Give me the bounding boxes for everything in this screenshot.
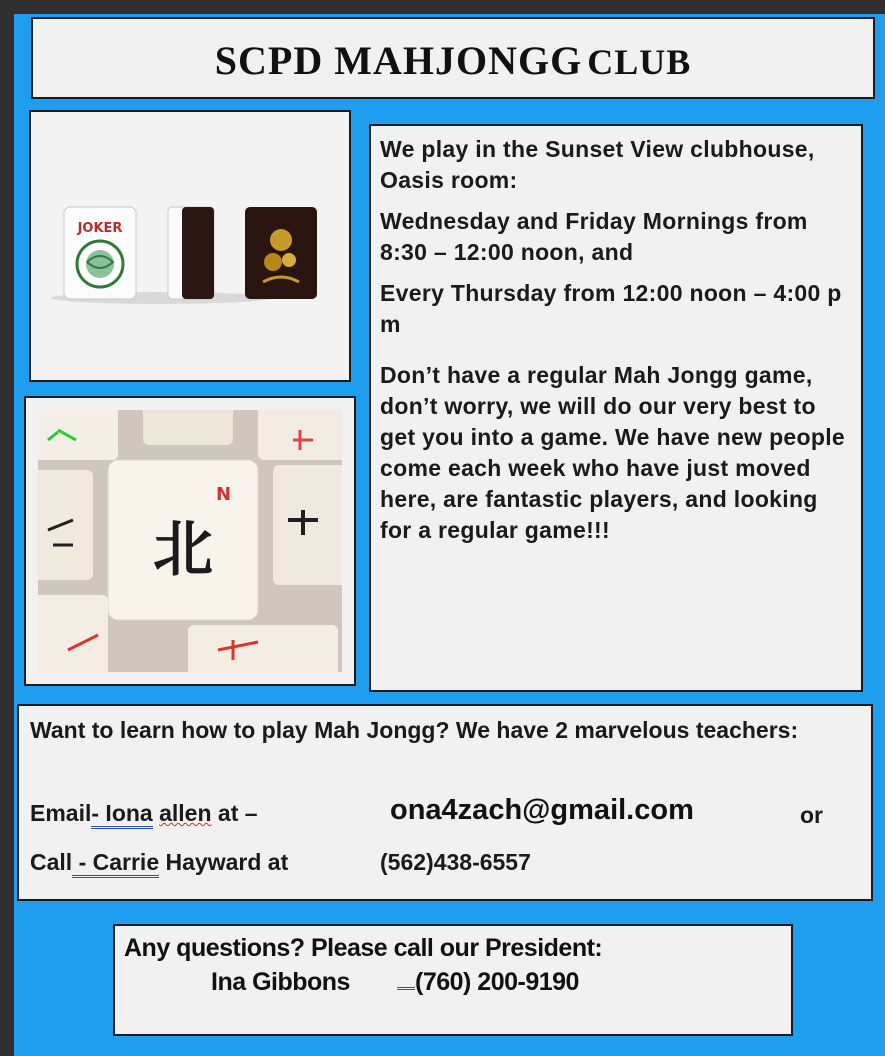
- email-label: Email- Iona allen at –: [30, 800, 258, 827]
- joker-tile-label: JOKER: [77, 221, 123, 236]
- tiles-illustration: [31, 112, 349, 380]
- title-banner: [31, 17, 875, 99]
- call-teacher-name: - Carrie: [72, 849, 159, 878]
- schedule-thursday: Every Thursday from 12:00 noon – 4:00 p m: [380, 280, 842, 337]
- schedule-info-box: [369, 124, 863, 692]
- club-title: [33, 37, 873, 84]
- schedule-wed-fri: Wednesday and Friday Mornings from 8:30 – 12:00 noon, and: [380, 208, 808, 265]
- email-teacher-name: - Iona: [91, 800, 152, 829]
- welcome-paragraph: Don’t have a regular Mah Jongg game, don’t worry, we will do our very best to get you into a game. We have new people come each week who have just moved here, are fantastic players, and looking for a regular game!!!: [380, 362, 845, 543]
- mahjong-closeup-image: [24, 396, 356, 686]
- questions-text: Any questions? Please call our President:: [124, 934, 603, 962]
- teachers-box: [17, 704, 873, 901]
- title-main: SCPD MAHJONGG: [214, 38, 583, 83]
- title-club: CLUB: [587, 42, 692, 82]
- closeup-illustration: [38, 410, 342, 672]
- president-name: Ina Gibbons: [211, 968, 350, 996]
- call-label: Call - Carrie Hayward at: [30, 849, 288, 876]
- n-tile-letter: N: [216, 484, 232, 505]
- mahjong-tiles-image: [29, 110, 351, 382]
- president-phone[interactable]: (760) 200-9190: [397, 968, 579, 997]
- email-address-link[interactable]: ona4zach@gmail.com: [390, 794, 694, 826]
- teachers-intro: Want to learn how to play Mah Jongg? We have 2 marvelous teachers:: [30, 717, 799, 743]
- flyer-background: [14, 14, 885, 1056]
- teacher-phone[interactable]: (562)438-6557: [380, 849, 531, 875]
- or-text: or: [800, 802, 823, 828]
- questions-box: [113, 924, 793, 1036]
- n-tile-character: 北: [153, 515, 213, 585]
- location-text: We play in the Sunset View clubhouse, Oasis room:: [380, 136, 815, 193]
